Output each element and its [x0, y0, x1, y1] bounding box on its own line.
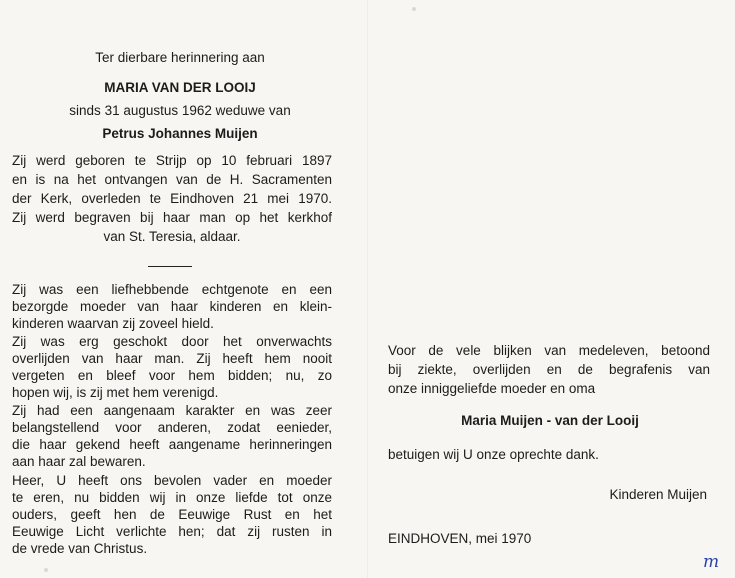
text-line: belangstellend voor anderen, zodat eenieder,: [12, 420, 332, 435]
thanks-intro: [388, 341, 710, 398]
text-line: Zij was een liefhebbende echtgenote en een: [12, 282, 332, 297]
place-date: EINDHOVEN, mei 1970: [388, 531, 532, 546]
deceased-name: MARIA VAN DER LOOIJ: [104, 80, 256, 95]
right-panel: [380, 0, 735, 578]
text-line: onze inniggeliefde moeder en oma: [388, 381, 596, 396]
family-name: Maria Muijen - van der Looij: [461, 413, 639, 428]
widow-line: sinds 31 augustus 1962 weduwe van: [69, 103, 291, 118]
bio-line: Zij werd geboren te Strijp op 10 februari 1897: [12, 153, 332, 168]
text-line: Heer, U heeft ons bevolen vader en moeder: [12, 473, 332, 488]
bio-line: der Kerk, overleden te Eindhoven 21 mei 1970.: [12, 191, 332, 206]
bio-line: van St. Teresia, aldaar.: [103, 229, 241, 244]
thanks-line: betuigen wij U onze oprechte dank.: [388, 447, 599, 462]
text-line: bij ziekte, overlijden en de begrafenis van: [388, 362, 710, 377]
text-line: bezorgde moeder van haar kinderen en klein-: [12, 299, 332, 314]
text-line: kinderen waarvan zij zoveel hield.: [12, 316, 214, 331]
intro-text: Ter dierbare herinnering aan: [95, 50, 265, 65]
bio-line: en is na het ontvangen van de H. Sacramenten: [12, 172, 332, 187]
husband-name: Petrus Johannes Muijen: [102, 126, 258, 141]
text-line: Zij had een aangenaam karakter en was zeer: [12, 403, 332, 418]
signature: Kinderen Muijen: [609, 487, 707, 502]
paragraph-prayer: [12, 472, 332, 557]
bio-line: Zij werd begraven bij haar man op het kerkhof: [12, 210, 332, 225]
paragraph-husband-death: [12, 333, 332, 401]
text-line: aan haar zal bewaren.: [12, 454, 146, 469]
card-fold-line: [367, 0, 368, 578]
text-line: hopen wij, is zij met hem verenigd.: [12, 385, 219, 400]
paragraph-character: [12, 402, 332, 470]
paper-speck: [412, 7, 416, 11]
section-divider: [148, 266, 192, 267]
text-line: de vrede van Christus.: [12, 541, 148, 556]
left-panel: [0, 0, 360, 578]
text-line: Eeuwige Licht verlichte hen; dat zij rusten in: [12, 524, 332, 539]
text-line: ouders, geeft hen de Eeuwige Rust en het: [12, 507, 332, 522]
text-line: vergeten en bleef voor hem bidden; nu, zo: [12, 368, 332, 383]
paragraph-spouse: [12, 281, 332, 332]
paper-speck: [44, 568, 48, 572]
biography: [12, 151, 332, 246]
text-line: die haar gekend heeft aangename herinneringen: [12, 437, 332, 452]
handwritten-annotation: m: [703, 552, 719, 572]
text-line: Zij was erg geschokt door het onverwachts: [12, 334, 332, 349]
text-line: overlijden van haar man. Zij heeft hem nooit: [12, 351, 332, 366]
text-line: Voor de vele blijken van medeleven, betoond: [388, 343, 710, 358]
text-line: te eren, nu bidden wij in onze liefde tot onze: [12, 490, 332, 505]
